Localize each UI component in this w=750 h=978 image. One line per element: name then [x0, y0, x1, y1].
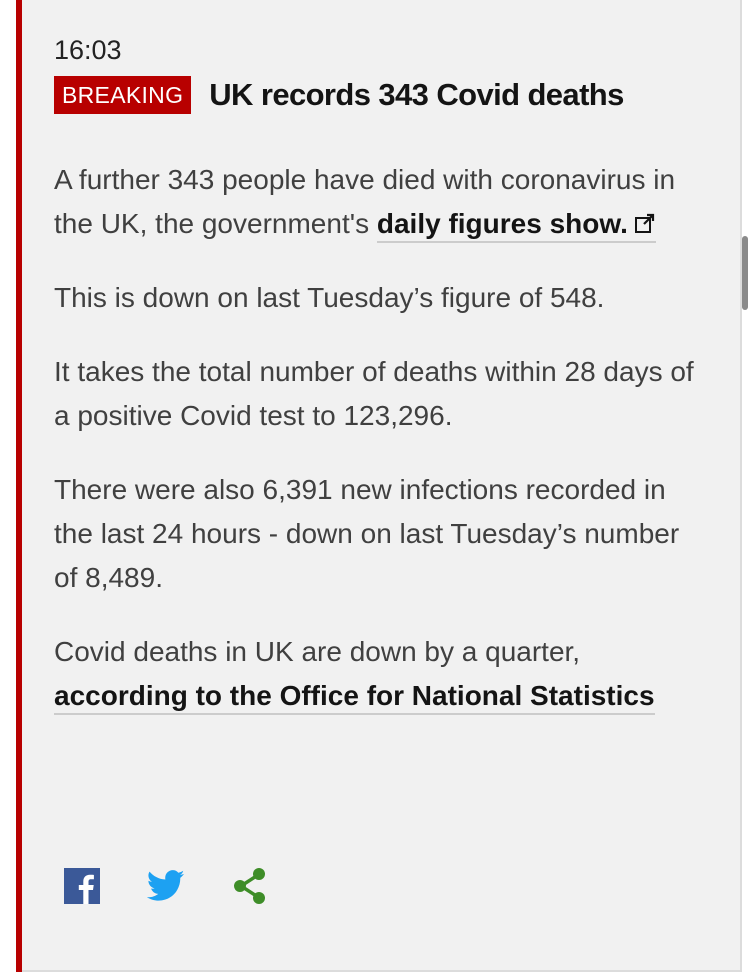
twitter-share-button[interactable] [146, 866, 186, 906]
daily-figures-link-label[interactable]: daily figures show. [376, 208, 628, 239]
paragraph-3: It takes the total number of deaths within 28 days of a positive Covid test to 123,296. [54, 356, 694, 431]
card-border [740, 0, 742, 972]
share-bar [62, 866, 314, 906]
live-entry-card [16, 0, 742, 972]
paragraph-5-text: Covid deaths in UK are down by a quarter, [54, 636, 581, 667]
paragraph-5 [54, 630, 704, 718]
external-link-icon [634, 212, 656, 234]
share-icon [232, 867, 268, 905]
twitter-icon [147, 870, 185, 902]
daily-figures-link[interactable] [377, 208, 656, 243]
entry-timestamp: 16:03 [54, 35, 122, 65]
card-divider [22, 970, 742, 972]
ons-link[interactable]: according to the Office for National Statistics [54, 680, 655, 715]
paragraph-2: This is down on last Tuesday’s figure of 548. [54, 282, 605, 313]
paragraph-1-text: A further 343 people have died with coronavirus in the UK, the government's [54, 164, 676, 239]
scrollbar-thumb[interactable] [742, 236, 748, 310]
entry-headline: UK records 343 Covid deaths [209, 77, 624, 112]
breaking-badge: BREAKING [54, 76, 191, 114]
facebook-icon [64, 868, 100, 904]
paragraph-1 [54, 158, 704, 246]
share-button[interactable] [230, 866, 270, 906]
paragraph-4: There were also 6,391 new infections recorded in the last 24 hours - down on last Tuesday’s number of 8,489. [54, 474, 680, 593]
facebook-share-button[interactable] [62, 866, 102, 906]
headline-row [54, 76, 704, 114]
entry-content [54, 34, 704, 748]
